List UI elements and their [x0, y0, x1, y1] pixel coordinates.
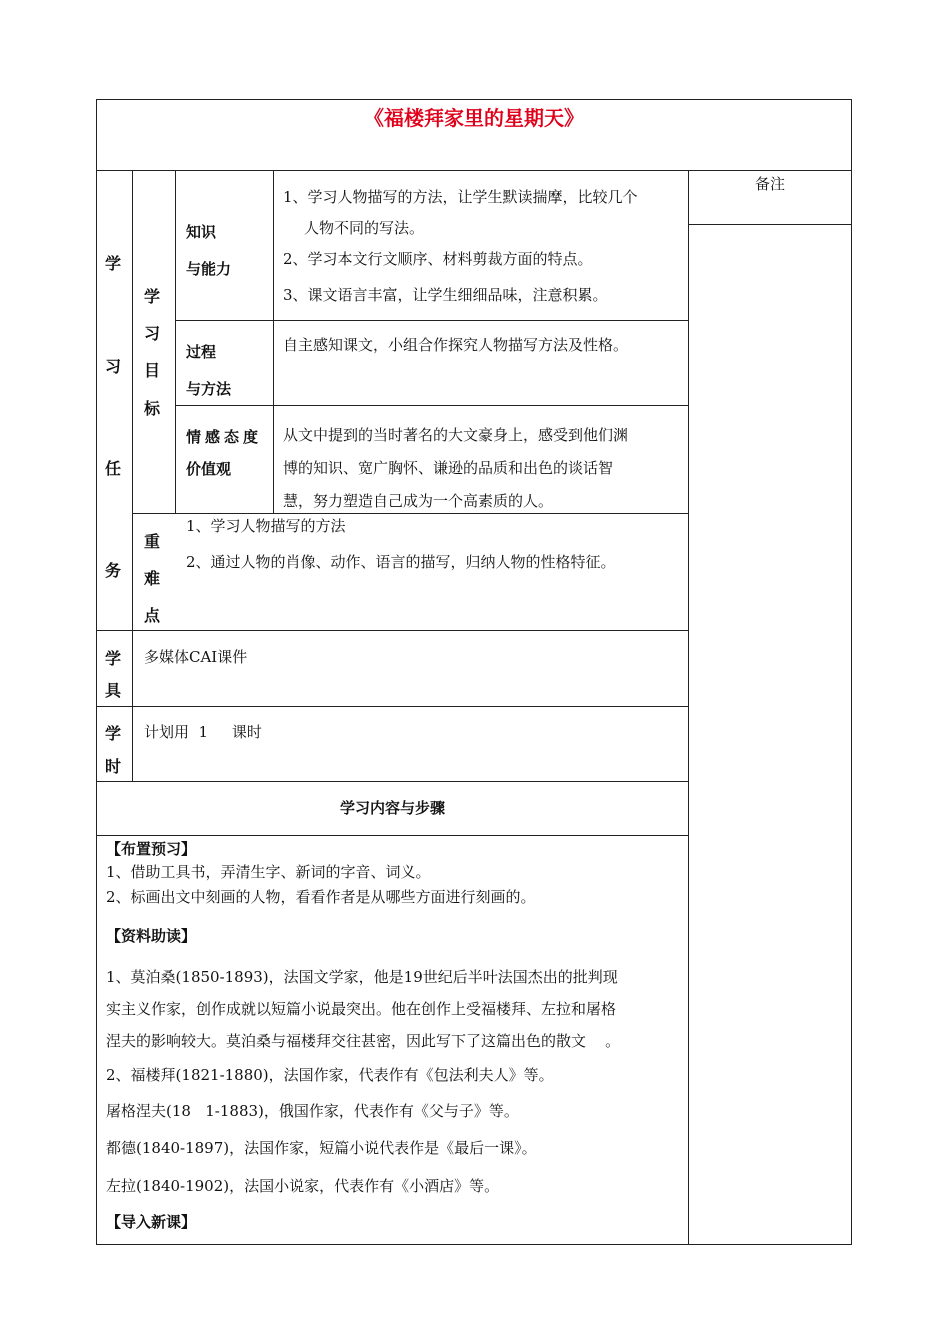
notes-header: 备注	[754, 175, 785, 193]
task-label-char: 习	[105, 357, 122, 376]
knowledge-item: 1、学习人物描写的方法，让学生默读揣摩，比较几个	[283, 188, 638, 206]
emotion-text	[283, 419, 628, 518]
knowledge-item: 2、学习本文行文顺序、材料剪裁方面的特点。	[283, 250, 593, 268]
keypoints-label-char: 难	[144, 569, 161, 588]
knowledge-label-line: 与能力	[186, 260, 232, 278]
emotion-label-line: 价值观	[186, 460, 232, 478]
preview-heading: 【布置预习】	[106, 840, 197, 858]
keypoints-label-char: 重	[144, 532, 161, 551]
reading-para-line: 涅夫的影响较大。莫泊桑与福楼拜交往甚密，因此写下了这篇出色的散文 。	[106, 1032, 621, 1050]
reading-para	[106, 961, 620, 1057]
reading-item: 左拉(1840-1902)，法国小说家，代表作有《小酒店》等。	[106, 1177, 500, 1195]
time-text: 计划用 1 课时	[144, 723, 262, 741]
goals-label-char: 学	[144, 287, 161, 306]
task-label-char: 任	[105, 459, 122, 478]
goals-label-char: 标	[144, 399, 161, 418]
time-label-char: 学	[105, 724, 122, 743]
reading-para-line: 实主义作家，创作成就以短篇小说最突出。他在创作上受福楼拜、左拉和屠格	[106, 1000, 617, 1018]
process-text: 自主感知课文，小组合作探究人物描写方法及性格。	[283, 336, 629, 354]
reading-item: 2、福楼拜(1821-1880)，法国作家，代表作有《包法利夫人》等。	[106, 1066, 554, 1084]
reading-item: 都德(1840-1897)，法国作家，短篇小说代表作是《最后一课》。	[106, 1139, 537, 1157]
process-label-line: 与方法	[186, 380, 232, 398]
keypoint-item: 2、通过人物的肖像、动作、语言的描写，归纳人物的性格特征。	[186, 553, 616, 571]
goals-label-char: 目	[144, 361, 161, 380]
page-title: 《福楼拜家里的星期天》	[364, 106, 584, 130]
knowledge-label	[186, 214, 231, 288]
reading-para-line: 1、莫泊桑(1850-1893)，法国文学家，他是19世纪后半叶法国杰出的批判现	[106, 968, 618, 986]
task-label-char: 学	[105, 254, 122, 273]
keypoints-label-char: 点	[144, 606, 161, 625]
tools-label-char: 具	[105, 681, 122, 700]
reading-heading: 【资料助读】	[106, 927, 197, 945]
preview-item: 2、标画出文中刻画的人物，看看作者是从哪些方面进行刻画的。	[106, 888, 536, 906]
tools-label-char: 学	[105, 649, 122, 668]
preview-item: 1、借助工具书，弄清生字、新词的字音、词义。	[106, 863, 431, 881]
knowledge-item: 人物不同的写法。	[304, 219, 425, 237]
process-label	[186, 334, 231, 408]
emotion-line: 博的知识、宽广胸怀、谦逊的品质和出色的谈话智	[283, 459, 614, 477]
knowledge-label-line: 知识	[186, 223, 217, 241]
goals-label-char: 习	[144, 324, 161, 343]
emotion-line: 慧，努力塑造自己成为一个高素质的人。	[283, 492, 554, 510]
keypoint-item: 1、学习人物描写的方法	[186, 517, 346, 535]
task-label-char: 务	[105, 561, 122, 580]
emotion-line: 从文中提到的当时著名的大文豪身上，感受到他们渊	[283, 426, 629, 444]
intro-heading: 【导入新课】	[106, 1213, 197, 1231]
process-label-line: 过程	[186, 343, 217, 361]
reading-item: 屠格涅夫(18 1-1883)，俄国作家，代表作有《父与子》等。	[106, 1102, 519, 1120]
content-header: 学习内容与步骤	[339, 799, 445, 817]
tools-text: 多媒体CAI课件	[144, 648, 248, 666]
emotion-label	[186, 421, 262, 485]
time-label-char: 时	[105, 757, 122, 776]
emotion-label-line: 情感态度	[186, 428, 263, 446]
knowledge-item: 3、课文语言丰富，让学生细细品味，注意积累。	[283, 286, 608, 304]
